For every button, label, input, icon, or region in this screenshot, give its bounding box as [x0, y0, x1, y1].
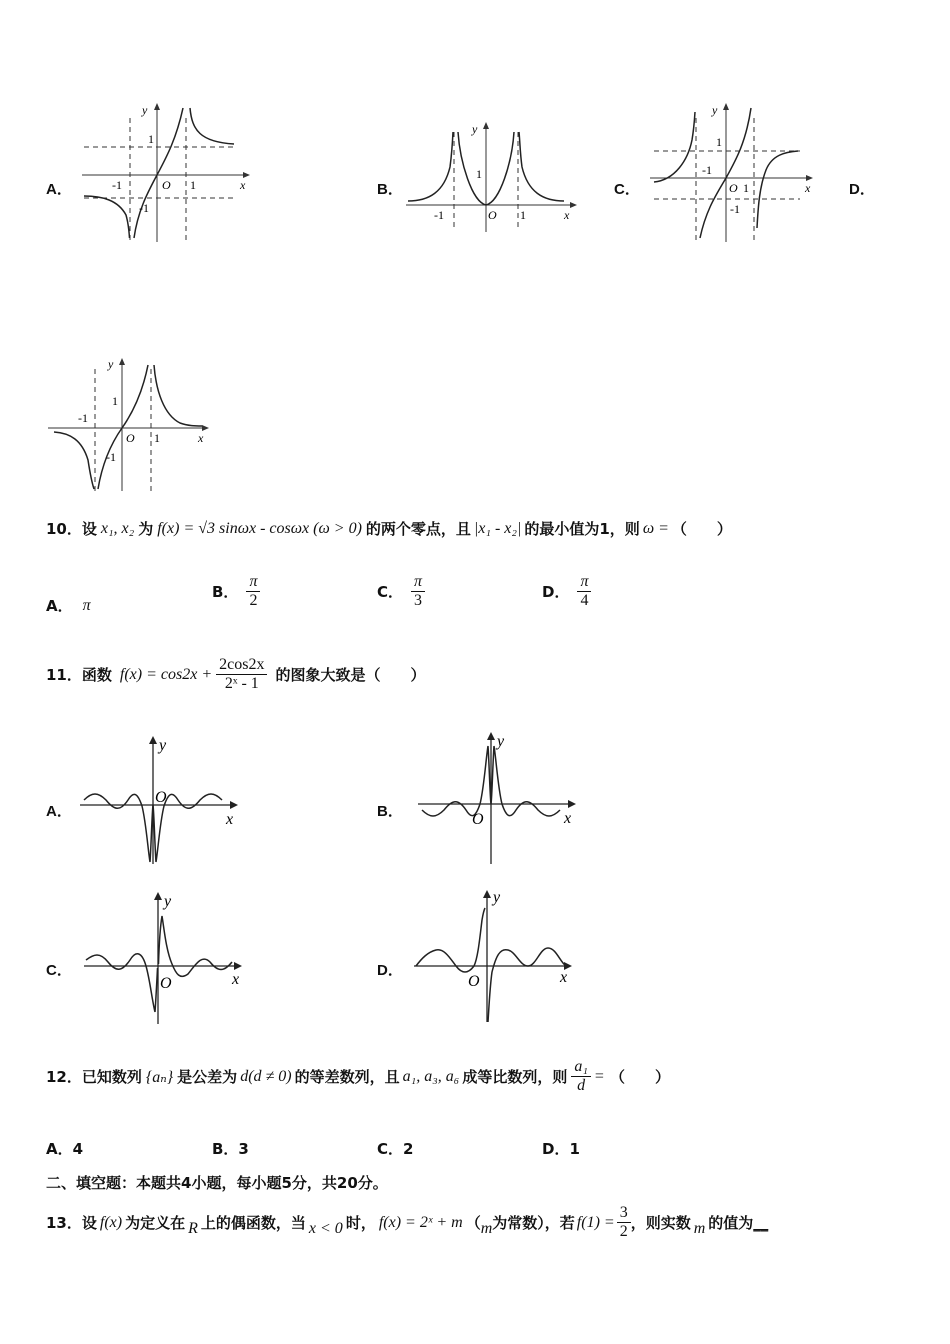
q12-paren: （ ） — [609, 1068, 670, 1087]
q10-paren: （ ） — [671, 520, 732, 538]
q11a-origin-label: O — [155, 789, 167, 806]
q13-frac-den: 2 — [619, 1223, 628, 1241]
q13-stem — [46, 1204, 768, 1242]
q9d-y-label: y — [108, 357, 114, 371]
q10-function: f(x) = √3 sinωx - cosωx (ω > 0) — [157, 519, 362, 537]
q13-fraction — [617, 1204, 631, 1242]
q11b-origin-label: O — [472, 811, 484, 828]
q13-text-6: 为常数），若 — [492, 1214, 575, 1233]
q9d-x-one-label: 1 — [154, 431, 160, 445]
q12-option-d[interactable]: D．1 — [542, 1140, 580, 1158]
q11c-y-label: y — [164, 893, 172, 910]
q9-option-b-graph — [404, 117, 580, 241]
q10-option-b-den: 2 — [249, 592, 258, 610]
q10-option-d-label: D． — [542, 583, 570, 602]
q9-option-c-graph — [650, 100, 820, 249]
q11-number: 11． — [46, 666, 82, 685]
q12-terms: a₁, a₃, a₆ — [402, 1067, 460, 1085]
q12-text-3: 的等差数列，且 — [294, 1068, 400, 1087]
q10-option-c-num: π — [411, 573, 425, 592]
q10-option-b-fraction — [246, 573, 260, 611]
q9c-y-neg-one-label: -1 — [730, 202, 740, 216]
q11-option-a-label: A． — [46, 803, 72, 820]
q11a-x-label: x — [226, 811, 234, 828]
q13-condition: x < 0 — [308, 1219, 343, 1237]
q10-option-b[interactable] — [212, 573, 260, 611]
q10-option-d-fraction — [577, 573, 591, 611]
q11-function-left: f(x) = cos2x + — [119, 665, 213, 683]
q11-option-b-graph — [414, 728, 584, 872]
q9a-one-label: 1 — [148, 132, 154, 146]
q10-omega: ω = — [642, 519, 669, 537]
q13-expression: f(x) = 2ˣ + m — [378, 1213, 463, 1231]
q11-text-1: 函数 — [81, 666, 112, 685]
q9c-x-one-label: 1 — [743, 181, 749, 195]
q13-text-7: ，则实数 — [630, 1214, 691, 1233]
q13-answer-blank[interactable]: __ — [753, 1213, 769, 1232]
q11d-origin-label: O — [468, 973, 480, 990]
q9b-x-label: x — [564, 208, 570, 222]
q11d-y-label: y — [493, 889, 501, 906]
q9c-x-label: x — [805, 181, 811, 195]
q11c-x-label: x — [232, 971, 240, 988]
q10-text-2: 为 — [138, 520, 154, 538]
q9c-y-label: y — [712, 103, 718, 117]
q9d-x-neg-one-label: -1 — [78, 411, 88, 425]
q11-fraction — [216, 656, 267, 694]
q9-option-a-graph — [82, 100, 254, 249]
q10-option-b-label: B． — [212, 583, 239, 602]
q9c-x-neg-one-label: -1 — [702, 163, 712, 177]
q12-option-a[interactable]: A．4 — [46, 1140, 84, 1158]
q12-option-c[interactable]: C．2 — [377, 1140, 414, 1158]
q13-number: 13． — [46, 1214, 82, 1233]
q11-option-d-graph — [410, 886, 580, 1030]
q10-abs-difference: |x₁ - x₂| — [473, 519, 522, 537]
q10-option-c-label: C． — [377, 583, 404, 602]
q11-option-a-graph — [76, 732, 246, 876]
q11-frac-den: 2ˣ - 1 — [224, 675, 259, 693]
q12-frac-den: d — [577, 1077, 586, 1095]
q9a-x-one-label: 1 — [190, 178, 196, 192]
q11b-y-label: y — [497, 733, 505, 750]
q9-option-a-label: A． — [46, 181, 72, 198]
q10-number: 10． — [46, 520, 82, 538]
q9d-y-neg-one-label: -1 — [106, 450, 116, 464]
q10-text-4: 的最小值为1，则 — [524, 520, 640, 538]
q10-option-d-num: π — [577, 573, 591, 592]
q13-m-2: m — [693, 1219, 706, 1237]
q10-option-d[interactable] — [542, 573, 591, 611]
q9b-x-neg-one-label: -1 — [434, 208, 444, 222]
q11-option-c-label: C． — [46, 962, 72, 979]
q11b-x-label: x — [564, 810, 572, 827]
q11-option-d-label: D． — [377, 962, 403, 979]
q9-option-d-graph — [46, 355, 218, 499]
q11-text-2: 的图象大致是（ ） — [275, 666, 426, 685]
q9a-origin-label: O — [162, 178, 171, 192]
q13-text-4: 时， — [345, 1214, 376, 1233]
q10-option-a-label: A． — [46, 597, 73, 615]
q12-option-b[interactable]: B．3 — [212, 1140, 249, 1158]
q9d-one-label: 1 — [112, 394, 118, 408]
q11-option-b-label: B． — [377, 803, 403, 820]
q12-d: d(d ≠ 0) — [240, 1067, 292, 1085]
q13-text-2: 为定义在 — [125, 1214, 186, 1233]
q13-m-1: m — [480, 1219, 493, 1237]
q9-option-d-label: D． — [849, 181, 875, 198]
q11-stem — [46, 656, 425, 694]
q12-frac-num: a₁ — [571, 1058, 591, 1077]
q9-option-c-label: C． — [614, 181, 640, 198]
q10-option-b-num: π — [246, 573, 260, 592]
q10-option-d-den: 4 — [580, 592, 589, 610]
q12-stem — [46, 1058, 670, 1096]
q10-stem — [46, 518, 732, 539]
q10-option-c[interactable] — [377, 573, 425, 611]
q9-option-b-label: B． — [377, 181, 403, 198]
q13-f1: f(1) = — [576, 1213, 615, 1231]
q10-option-c-fraction — [411, 573, 425, 611]
q9b-one-label: 1 — [476, 167, 482, 181]
q9a-y-label: y — [142, 103, 148, 117]
q9a-y-neg-one-label: -1 — [139, 201, 149, 215]
q10-vars: x₁, x₂ — [100, 519, 135, 537]
q13-text-5: （ — [465, 1214, 481, 1233]
q13-fx: f(x) — [99, 1213, 123, 1231]
q12-text-4: 成等比数列，则 — [462, 1068, 568, 1087]
q9c-one-label: 1 — [716, 135, 722, 149]
q11-option-c-graph — [80, 888, 250, 1032]
q10-text-3: 的两个零点，且 — [365, 520, 471, 538]
q9a-x-label: x — [240, 178, 246, 192]
q12-text-2: 是公差为 — [177, 1068, 238, 1087]
q12-number: 12． — [46, 1068, 82, 1087]
q9d-x-label: x — [198, 431, 204, 445]
q9b-x-one-label: 1 — [520, 208, 526, 222]
q11c-origin-label: O — [160, 975, 172, 992]
q12-sequence: {aₙ} — [145, 1068, 174, 1086]
q12-text-1: 已知数列 — [81, 1068, 142, 1087]
q13-text-8: 的值为 — [708, 1214, 754, 1233]
q9c-origin-label: O — [729, 181, 738, 195]
q13-frac-num: 3 — [617, 1204, 631, 1223]
q11a-y-label: y — [159, 737, 167, 754]
q9a-x-neg-one-label: -1 — [112, 178, 122, 192]
q12-fraction — [571, 1058, 591, 1096]
q11d-x-label: x — [560, 969, 568, 986]
q13-R: R — [188, 1219, 198, 1237]
q9b-origin-label: O — [488, 208, 497, 222]
q10-text-1: 设 — [81, 520, 97, 538]
q10-option-a[interactable] — [46, 595, 91, 616]
q10-option-a-value: π — [82, 596, 91, 614]
q9d-origin-label: O — [126, 431, 135, 445]
q11-frac-num: 2cos2x — [216, 656, 267, 675]
section-2-heading: 二、填空题：本题共4小题，每小题5分，共20分。 — [46, 1174, 388, 1192]
q13-text-1: 设 — [81, 1214, 97, 1233]
q12-equals: = — [594, 1067, 604, 1085]
q13-text-3: 上的偶函数，当 — [200, 1214, 306, 1233]
q10-option-c-den: 3 — [414, 592, 423, 610]
q9b-y-label: y — [472, 122, 478, 136]
